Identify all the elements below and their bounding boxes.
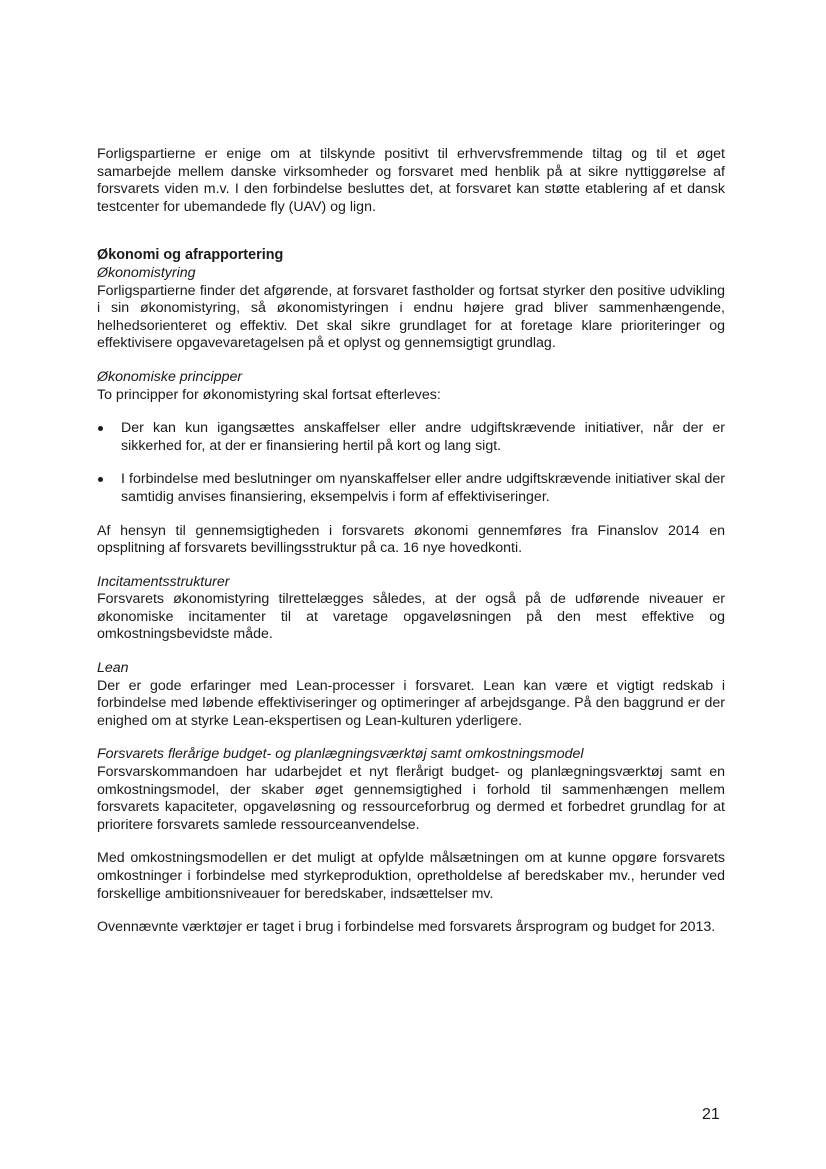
page-number: 21 xyxy=(702,1106,720,1123)
bullet-icon xyxy=(98,426,103,431)
bullet-icon xyxy=(98,477,103,482)
principper-intro: To principper for økonomistyring skal fortsat efterleves: xyxy=(97,386,441,403)
finanslov-paragraph: Af hensyn til gennemsigtigheden i forsvarets økonomi gennemføres fra Finanslov 2014 en opsplitning af forsvarets bevillingsstruktur på ca. 16 nye hovedkonti. xyxy=(97,522,725,557)
principles-list xyxy=(97,420,725,506)
list-item xyxy=(97,471,725,506)
subheading-incitament: Incitamentsstrukturer xyxy=(97,573,230,590)
omkostningsmodel-paragraph: Med omkostningsmodellen er det muligt at opfylde målsætningen om at kunne opgøre forsvarets omkostninger i forbindelse med styrkeproduktion, opretholdelse af beredskaber mv., herunder ved forskellige ambitionsniveauer for beredskaber, indsættelser mv. xyxy=(97,850,725,902)
subheading-okonomistyring: Økonomistyring xyxy=(97,264,196,281)
incitament-paragraph: Forsvarets økonomistyring tilrettelægges således, at der også på de udførende niveauer er økonomiske incitamenter til at varetage opgaveløsningen på den mest effektive og omkostningsbevidste måde. xyxy=(97,591,725,643)
section-heading: Økonomi og afrapportering xyxy=(97,247,284,264)
page-content xyxy=(97,146,725,937)
intro-paragraph: Forligspartierne er enige om at tilskynde positivt til erhvervsfremmende tiltag og til et øget samarbejde mellem danske virksomheder og forsvaret med henblik på at sikre nyttiggørelse af forsvarets viden m.v. I den forbindelse besluttes det, at forsvaret kan støtte etablering af et dansk testcenter for ubemandede fly (UAV) og lign. xyxy=(97,146,725,215)
lean-paragraph: Der er gode erfaringer med Lean-processer i forsvaret. Lean kan være et vigtigt redskab i forbindelse med løbende effektiviseringer og optimeringer af arbejdsgange. På den baggrund er der enighed om at styrke Lean-ekspertisen og Lean-kulturen yderligere. xyxy=(97,677,725,729)
subheading-principper: Økonomiske principper xyxy=(97,368,243,385)
subheading-lean: Lean xyxy=(97,660,129,677)
budget-paragraph: Forsvarskommandoen har udarbejdet et nyt flerårigt budget- og planlægningsværktøj samt en omkostningsmodel, der skaber øget gennemsigtighed i forhold til sammenhængen mellem forsvarets kapaciteter, opgaveløsning og ressourceforbrug og dermed et forbedret grundlag for at prioritere forsvarets samlede ressourceanvendelse. xyxy=(97,764,725,833)
list-item xyxy=(97,420,725,455)
okonomistyring-paragraph: Forligspartierne finder det afgørende, at forsvaret fastholder og fortsat styrker den positive udvikling i sin økonomistyring, så økonomistyringen i endnu højere grad bliver sammenhængende, helhedsorienteret og effektiv. Det skal sikre grundlaget for at foretage klare prioriteringer og effektivisere opgavevaretagelsen på et oplyst og gennemsigtigt grundlag. xyxy=(97,282,725,352)
vaerktojer-paragraph: Ovennævnte værktøjer er taget i brug i forbindelse med forsvarets årsprogram og budget for 2013. xyxy=(97,919,716,936)
list-item-text: I forbindelse med beslutninger om nyanskaffelser eller andre udgiftskrævende initiativer skal der samtidig anvises finansiering, eksempelvis i form af effektiviseringer. xyxy=(121,471,725,505)
subheading-budget: Forsvarets flerårige budget- og planlægningsværktøj samt omkostningsmodel xyxy=(97,746,584,763)
list-item-text: Der kan kun igangsættes anskaffelser eller andre udgiftskrævende initiativer, når der er sikkerhed for, at der er finansiering hertil på kort og lang sigt. xyxy=(121,420,725,454)
